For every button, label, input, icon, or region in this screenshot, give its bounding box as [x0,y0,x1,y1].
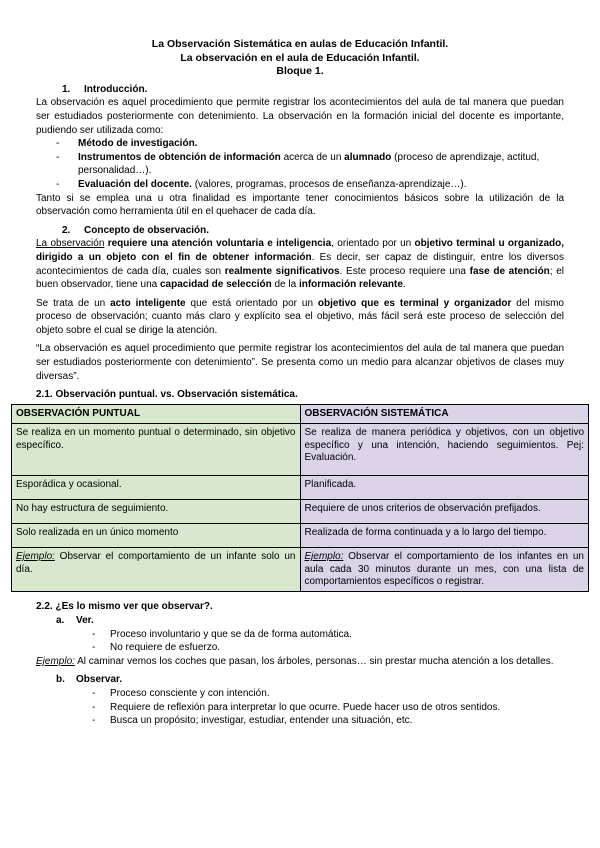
doc-title [36,38,564,79]
list-item: - No requiere de esfuerzo. [92,641,564,655]
table-cell: Ejemplo: Observar el comportamiento de un infante solo un día. [12,548,301,592]
list-item: - Busca un propósito; investigar, estudiar, entender una situación, etc. [92,714,564,728]
subsection-b-heading: b. Observar. [56,674,123,686]
section-2-2-heading: 2.2. ¿Es lo mismo ver que observar?. [36,601,213,613]
subsection-a-heading: a. Ver. [56,615,94,627]
section-2-paragraph-2: Se trata de un acto inteligente que está orientado por un objetivo que es terminal y organizador del mismo proceso de observación; cuanto más claro y explícito sea el objetivo, más fácil será este proceso de selección del objeto sobre el cual se dirige la atención. [36,297,564,336]
list-item: - Requiere de reflexión para interpretar lo que ocurre. Puede hacer uso de otros sentidos. [92,701,564,715]
table-cell: Esporádica y ocasional. [12,476,301,500]
table-cell: Realizada de forma continuada y a lo largo del tiempo. [300,524,589,548]
table-row [12,476,589,500]
list-item: - Proceso consciente y con intención. [92,687,564,701]
section-1-paragraph-1: La observación es aquel procedimiento que permite registrar los acontecimientos del aula de tal manera que puedan ser estudiados posteriormente con detenimiento. La observación en la formación inicial del docente es importante, pudiendo ser utilizada como: [36,97,564,136]
table-cell: Solo realizada en un único momento [12,524,301,548]
table-header-sistematica: OBSERVACIÓN SISTEMÁTICA [300,404,589,423]
table-row [12,524,589,548]
section-2-1-heading: 2.1. Observación puntual. vs. Observación sistemática. [36,389,298,401]
table-row [12,424,589,476]
section-1-paragraph-2: Tanto si se emplea una u otra finalidad es importante tener conocimientos básicos sobre la utilización de la observación como herramienta útil en el quehacer de cada día. [36,192,564,218]
title-line-1: La Observación Sistemática en aulas de Educación Infantil. [151,38,449,50]
section-1-heading: 1. Introducción. [62,83,148,95]
list-item: - Método de investigación. [56,137,564,151]
table-row [12,500,589,524]
section-2-quote: “La observación es aquel procedimiento que permite registrar los acontecimientos del aula de tal manera que puedan ser estudiados posteriormente con detenimiento”. Se presenta como un medio para alcanzar objetivos de clases muy diversas”. [36,343,564,382]
table-cell: Ejemplo: Observar el comportamiento de los infantes en un aula cada 30 minutos durante un mes, con una lista de comportamientos específicos o registrar. [300,548,589,592]
table-cell: No hay estructura de seguimiento. [12,500,301,524]
table-cell: Se realiza de manera periódica y objetivos, con un objetivo específico y una intención, haciendo seguimientos. Pej: Evaluación. [300,424,589,476]
section-1-list [36,137,564,191]
table-row [12,548,589,592]
table-cell: Planificada. [300,476,589,500]
table-cell: Se realiza en un momento puntual o determinado, sin objetivo específico. [12,424,301,476]
section-2-heading: 2. Concepto de observación. [62,224,210,236]
title-line-2: La observación en el aula de Educación Infantil. [180,51,420,64]
title-line-3: Bloque 1. [276,65,324,78]
table-cell: Requiere de unos criterios de observación prefijados. [300,500,589,524]
section-2-paragraph-1: La observación requiere una atención voluntaria e inteligencia, orientado por un objetivo terminal u organizado, dirigido a un objeto con el fin de obtener información. Es decir, ser capaz de distinguir, entre los diversos acontecimientos de cada día, cuales son realmente significativos. Este proceso requiere una fase de atención; el buen observador, tiene una capacidad de selección de la información relevante. [36,238,565,291]
list-item: - Proceso involuntario y que se da de forma automática. [92,628,564,642]
subsection-b-list [36,687,564,728]
list-item: - Evaluación del docente. (valores, programas, procesos de enseñanza-aprendizaje…). [56,178,564,192]
comparison-table [11,404,589,593]
table-header-puntual: OBSERVACIÓN PUNTUAL [12,404,301,423]
table-header-row [12,404,589,423]
subsection-a-example: Ejemplo: Al caminar vemos los coches que pasan, los árboles, personas… sin prestar mucha atención a los detalles. [36,655,554,667]
subsection-a-list [36,628,564,655]
list-item: - Instrumentos de obtención de información acerca de un alumnado (proceso de aprendizaje, actitud, personalidad…). [56,151,564,178]
